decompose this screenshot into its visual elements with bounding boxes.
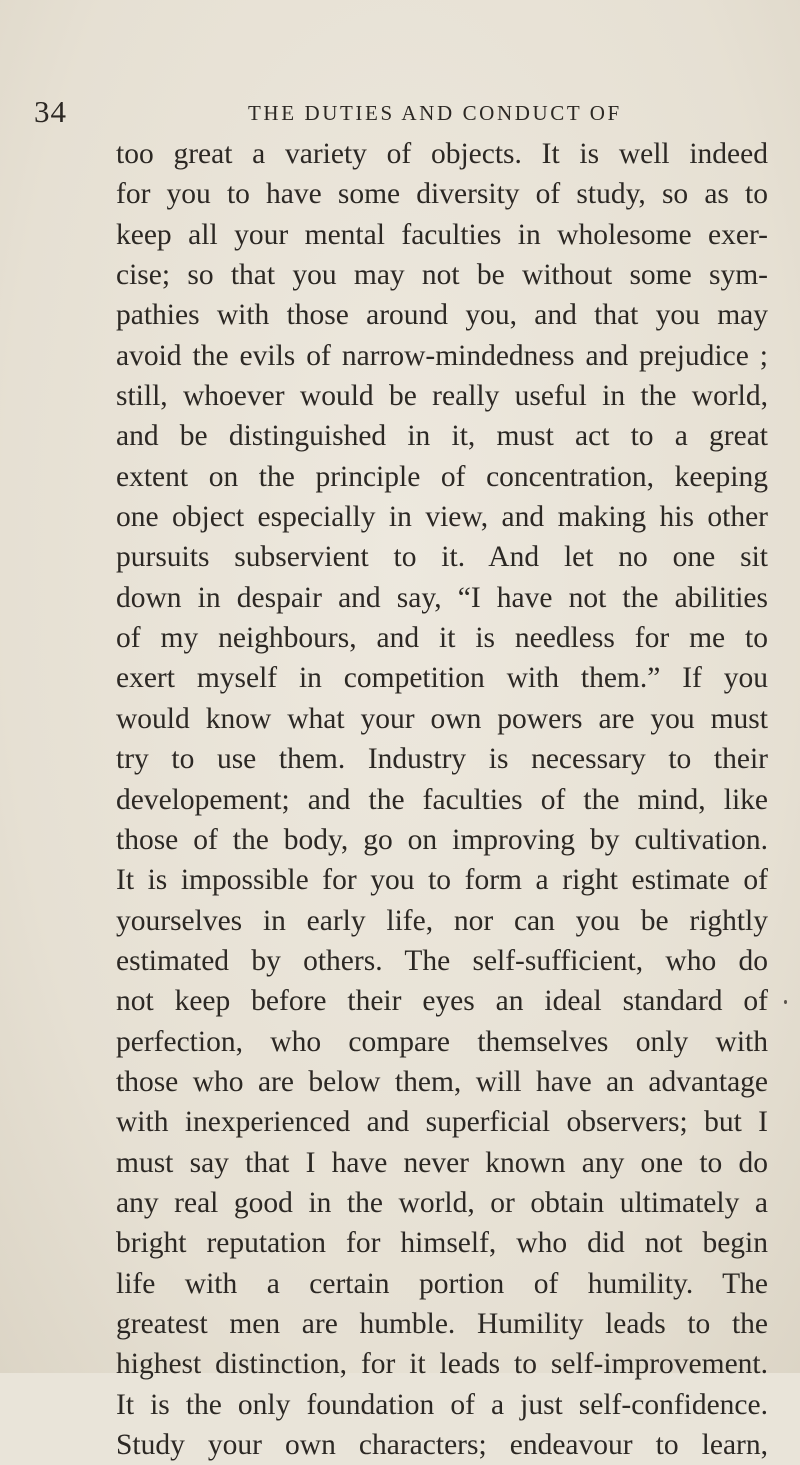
text-line: and be distinguished in it, must act to a great xyxy=(116,420,768,453)
text-line: pursuits subservient to it. And let no one sit xyxy=(116,541,768,574)
text-line: developement; and the faculties of the mind, like xyxy=(116,783,768,816)
ink-speck xyxy=(784,1000,787,1004)
text-line: of my neighbours, and it is needless for me to xyxy=(116,622,768,655)
text-line: highest distinction, for it leads to self-improvement. xyxy=(116,1348,768,1381)
text-line: for you to have some diversity of study, so as to xyxy=(116,178,768,211)
text-line: keep all your mental faculties in wholesome exer- xyxy=(116,218,768,251)
text-line: avoid the evils of narrow-mindedness and prejudice ; xyxy=(116,339,768,372)
text-line: perfection, who compare themselves only with xyxy=(116,1025,768,1058)
text-line: try to use them. Industry is necessary to their xyxy=(116,743,768,776)
text-line: pathies with those around you, and that you may xyxy=(116,299,768,332)
text-line: life with a certain portion of humility. The xyxy=(116,1267,768,1300)
text-line: any real good in the world, or obtain ultimately a xyxy=(116,1186,768,1219)
text-line: not keep before their eyes an ideal standard of xyxy=(116,985,768,1018)
text-line: yourselves in early life, nor can you be rightly xyxy=(116,904,768,937)
text-line: estimated by others. The self-sufficient, who do xyxy=(116,944,768,977)
text-line: those who are below them, will have an advantage xyxy=(116,1065,768,1098)
text-line: must say that I have never known any one to do xyxy=(116,1146,768,1179)
text-line: still, whoever would be really useful in the world, xyxy=(116,380,768,413)
page-number: 34 xyxy=(34,94,67,129)
text-line: too great a variety of objects. It is well indeed xyxy=(116,138,768,170)
running-head: THE DUTIES AND CONDUCT OF xyxy=(248,101,622,125)
text-line: greatest men are humble. Humility leads to the xyxy=(116,1307,768,1340)
text-line: one object especially in view, and making his other xyxy=(116,501,768,534)
page-header xyxy=(0,92,800,132)
text-line: It is impossible for you to form a right estimate of xyxy=(116,864,768,897)
text-line: It is the only foundation of a just self-confidence. xyxy=(116,1388,768,1421)
text-line: with inexperienced and superficial observers; but I xyxy=(116,1106,768,1139)
text-line: exert myself in competition with them.” If you xyxy=(116,662,768,695)
text-line: would know what your own powers are you must xyxy=(116,702,768,735)
body-text xyxy=(116,134,768,1465)
text-line: Study your own characters; endeavour to learn, xyxy=(116,1429,768,1461)
text-line: those of the body, go on improving by cultivation. xyxy=(116,823,768,856)
text-line: down in despair and say, “I have not the abilities xyxy=(116,581,768,614)
text-line: bright reputation for himself, who did not begin xyxy=(116,1227,768,1260)
text-line: cise; so that you may not be without some sym- xyxy=(116,259,768,292)
text-line: extent on the principle of concentration, keeping xyxy=(116,460,768,493)
